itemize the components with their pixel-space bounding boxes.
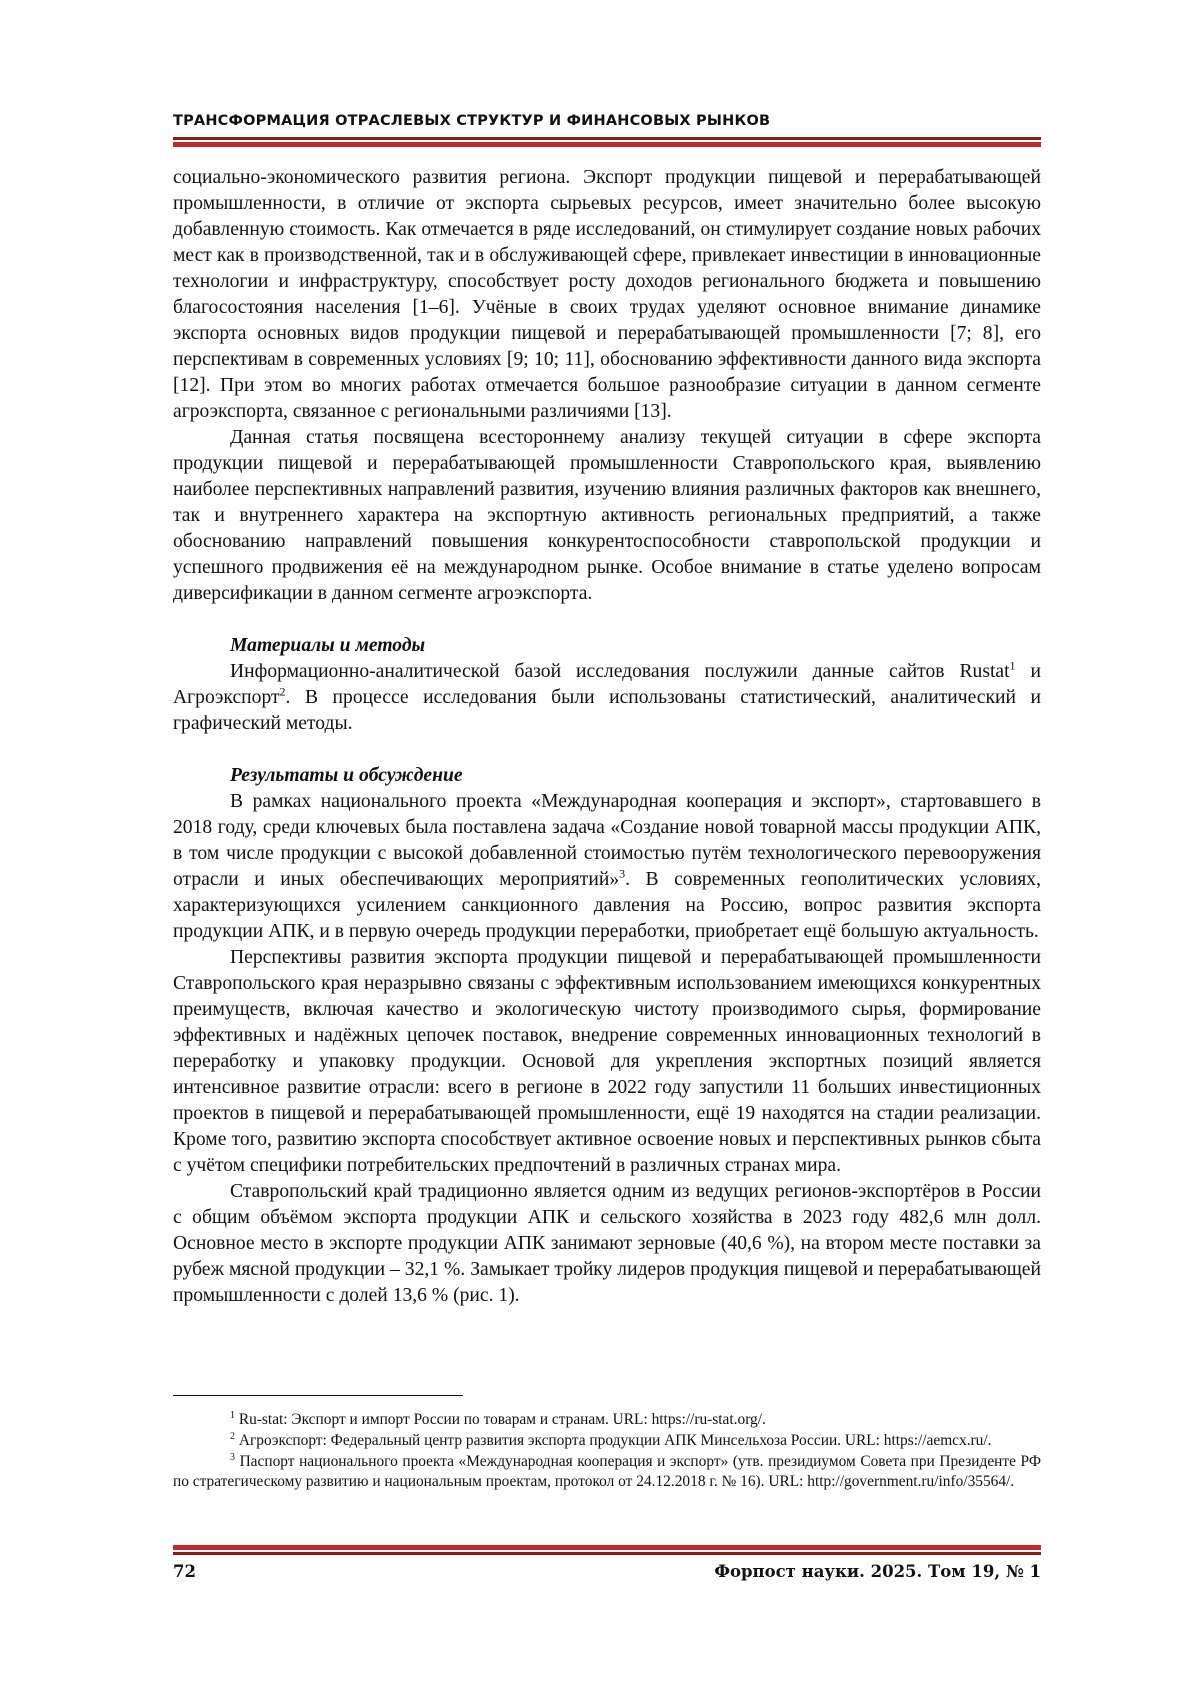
header-rule-dark — [173, 137, 1041, 140]
footnote-3-number: 3 — [230, 1451, 235, 1463]
footnote-ref-3[interactable]: 3 — [619, 866, 626, 881]
paragraph-4-text-b: . В современных геополитических условиях, характеризующихся усилением санкционного давления на Россию, вопрос развития экспорта продукции АПК, и в первую очередь продукции переработки, приобретает ещё большую актуальность. — [173, 869, 1041, 942]
paragraph-5: Перспективы развития экспорта продукции пищевой и перерабатывающей промышленности Ставропольского края неразрывно связаны с эффективным использованием имеющихся конкурентных преимуществ, включая качество и экологическую чистоту производимого сырья, формирование эффективных и надёжных цепочек поставок, внедрение современных инновационных технологий в переработку и упаковку продукции. Основой для укрепления экспортных позиций является интенсивное развитие отрасли: всего в регионе в 2022 году запустили 11 больших инвестиционных проектов в пищевой и перерабатывающей промышленности, ещё 19 находятся на стадии реализации. Кроме того, развитию экспорта способствует активное освоение новых и перспективных рынков сбыта с учётом специфики потребительских предпочтений в различных странах мира. — [173, 947, 1041, 1176]
footer-rule-red — [173, 1545, 1041, 1550]
footnote-ref-1[interactable]: 1 — [1009, 658, 1016, 673]
section-heading-results: Результаты и обсуждение — [230, 765, 463, 786]
page-number: 72 — [173, 1562, 196, 1581]
paragraph-3-text-c: . В процессе исследования были использованы статистический, аналитический и графический методы. — [173, 687, 1041, 734]
footnote-1-number: 1 — [230, 1409, 235, 1421]
footnotes — [173, 1410, 1041, 1493]
spacer — [173, 737, 1041, 763]
footnote-3 — [173, 1452, 1041, 1494]
paragraph-3-text-a: Информационно-аналитической базой исследования послужили данные сайтов Rustat — [230, 661, 1010, 682]
section-heading-methods: Материалы и методы — [230, 635, 426, 656]
paragraph-6: Ставропольский край традиционно является одним из ведущих регионов-экспортёров в России с общим объёмом экспорта продукции АПК и сельского хозяйства в 2023 году 482,6 млн долл. Основное место в экспорте продукции АПК занимают зерновые (40,6 %), на втором месте поставки за рубеж мясной продукции – 32,1 %. Замыкает тройку лидеров продукция пищевой и перерабатывающей промышленности с долей 13,6 % (рис. 1). — [173, 1181, 1041, 1306]
footnote-3-text: Паспорт национального проекта «Международная кооперация и экспорт» (утв. президиумом Совета при Президенте РФ по стратегическому развитию и национальным проектам, протокол от 24.12.2018 г. № 16). URL: http://government.ru/info/35564/. — [173, 1452, 1041, 1491]
paragraph-4 — [173, 789, 1041, 945]
footer-rule-dark — [173, 1552, 1041, 1555]
paragraph-4-text-a: В рамках национального проекта «Международная кооперация и экспорт», стартовавшего в 2018 году, среди ключевых была поставлена задача «Создание новой товарной массы продукции АПК, в том числе продукции с высокой добавленной стоимостью путём технологического перевооружения отрасли и иных обеспечивающих мероприятий» — [173, 791, 1041, 890]
spacer — [173, 607, 1041, 633]
footnote-ref-2[interactable]: 2 — [279, 684, 286, 699]
journal-footer: Форпост науки. 2025. Том 19, № 1 — [714, 1562, 1041, 1581]
paragraph-2: Данная статья посвящена всестороннему анализу текущей ситуации в сфере экспорта продукции пищевой и перерабатывающей промышленности Ставропольского края, выявлению наиболее перспективных направлений развития, изучению влияния различных факторов как внешнего, так и внутреннего характера на экспортную активность региональных предприятий, а также обоснованию направлений повышения конкурентоспособности ставропольской продукции и успешного продвижения её на международном рынке. Особое внимание в статье уделено вопросам диверсификации в данном сегменте агроэкспорта. — [173, 427, 1041, 604]
footnote-separator — [173, 1395, 463, 1396]
footnote-1-text: Ru-stat: Экспорт и импорт России по товарам и странам. URL: https://ru-stat.org/. — [235, 1411, 766, 1428]
header-rule-red — [173, 142, 1041, 147]
footnote-2-text: Агроэкспорт: Федеральный центр развития экспорта продукции АПК Минсельхоза России. URL: https://aemcx.ru/. — [235, 1431, 992, 1449]
paragraph-1: социально-экономического развития региона. Экспорт продукции пищевой и перерабатывающей промышленности, в отличие от экспорта сырьевых ресурсов, имеет значительно более высокую добавленную стоимость. Как отмечается в ряде исследований, он стимулирует создание новых рабочих мест как в производственной, так и в обслуживающей сфере, привлекает инвестиции в инновационные технологии и инфраструктуру, способствует росту доходов регионального бюджета и повышению благосостояния населения [1–6]. Учёные в своих трудах уделяют основное внимание динамике экспорта основных видов продукции пищевой и перерабатывающей промышленности [7; 8], его перспективам в современных условиях [9; 10; 11], обоснованию эффективности данного вида экспорта [12]. При этом во многих работах отмечается большое разнообразие ситуации в данном сегменте агроэкспорта, связанное с региональными различиями [13]. — [173, 167, 1041, 422]
running-head: ТРАНСФОРМАЦИЯ ОТРАСЛЕВЫХ СТРУКТУР И ФИНАНСОВЫХ РЫНКОВ — [173, 113, 771, 129]
paragraph-3 — [173, 659, 1041, 737]
footnote-2 — [173, 1431, 1041, 1452]
footnote-1 — [173, 1410, 1041, 1431]
paragraph-3-text-b: и Агроэкспорт — [173, 661, 1041, 708]
footnote-2-number: 2 — [230, 1430, 235, 1442]
article-body — [173, 165, 1041, 1309]
